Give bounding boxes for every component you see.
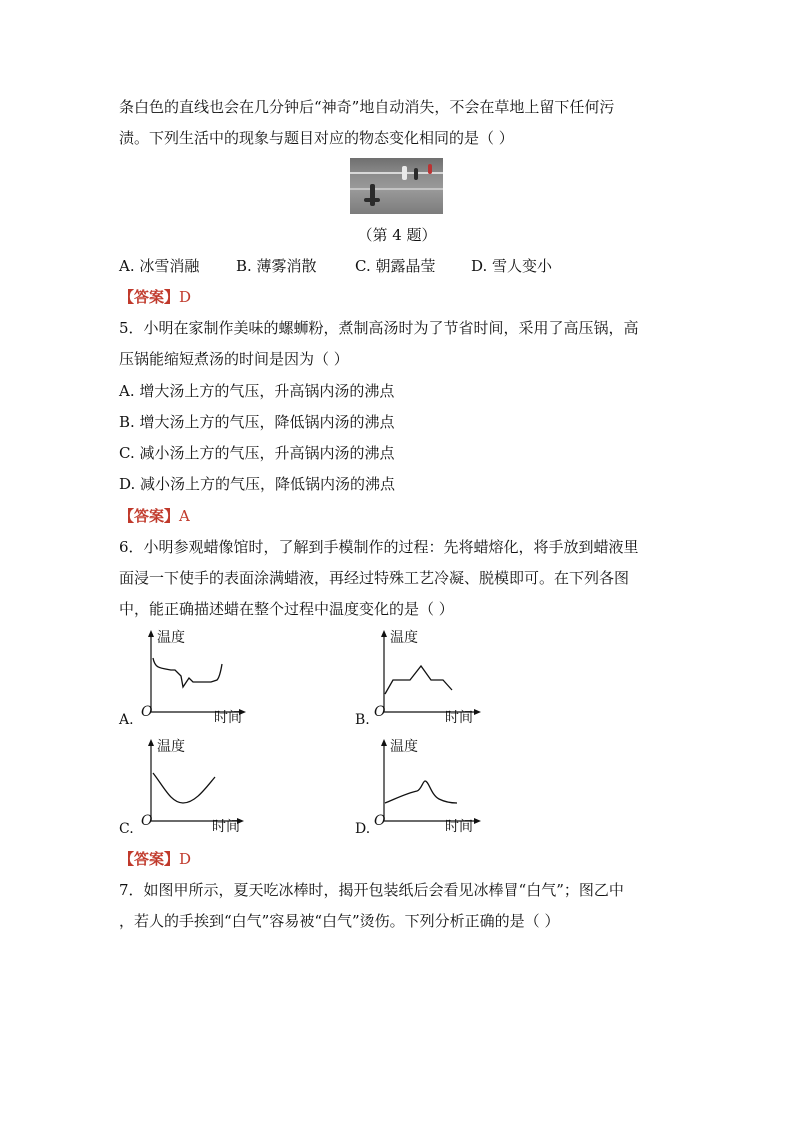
graph-d-xlabel: 时间	[445, 819, 473, 835]
q4-soccer-photo	[350, 158, 443, 214]
q4-stem-line-1: 条白色的直线也会在几分钟后“神奇”地自动消失，不会在草地上留下任何污	[119, 98, 615, 116]
q6-graph-a	[119, 628, 242, 728]
q6-answer	[119, 849, 191, 869]
curve-c	[153, 773, 215, 803]
q7-stem-line-1: 7．如图甲所示，夏天吃冰棒时，揭开包装纸后会看见冰棒冒“白气”；图乙中	[119, 881, 624, 899]
graph-c-origin: O	[141, 813, 153, 829]
player-figure	[414, 168, 418, 180]
q6-stem-line-3: 中，能正确描述蜡在整个过程中温度变化的是（ ）	[119, 600, 454, 618]
player-figure	[402, 166, 407, 180]
player-figure	[364, 198, 380, 202]
curve-a	[153, 658, 222, 687]
graph-b-letter: B.	[355, 712, 370, 728]
q6-graph-c	[119, 737, 239, 837]
x-axis-arrow	[474, 709, 481, 715]
graph-a-xlabel: 时间	[214, 710, 242, 726]
graph-c-letter: C.	[119, 821, 134, 837]
x-axis-arrow	[474, 818, 481, 824]
answer-tag: 【答案】	[119, 507, 180, 525]
graph-b-origin: O	[374, 704, 386, 720]
y-axis-arrow	[148, 630, 154, 637]
graph-b-xlabel: 时间	[445, 710, 473, 726]
answer-tag: 【答案】	[119, 850, 180, 868]
y-axis-arrow	[381, 630, 387, 637]
q4-stem-line-2: 渍。下列生活中的现象与题目对应的物态变化相同的是（ ）	[119, 129, 514, 147]
q5-option-c: C. 减小汤上方的气压，升高锅内汤的沸点	[119, 444, 395, 462]
graph-d-letter: D.	[355, 821, 371, 837]
curve-d	[385, 781, 457, 803]
q4-option-c: C. 朝露晶莹	[355, 257, 436, 275]
y-axis-arrow	[148, 739, 154, 746]
graph-a-ylabel: 温度	[157, 630, 185, 646]
graph-c-xlabel: 时间	[212, 819, 240, 835]
player-figure	[370, 184, 375, 206]
answer-value: D	[179, 288, 192, 306]
q4-options	[119, 256, 639, 276]
q6-graph-d	[355, 737, 475, 837]
graph-a-origin: O	[141, 704, 153, 720]
field-line	[350, 188, 443, 190]
graph-d-origin: O	[374, 813, 386, 829]
q6-stem-line-1: 6．小明参观蜡像馆时，了解到手模制作的过程：先将蜡熔化，将手放到蜡液里	[119, 538, 639, 556]
graph-d-ylabel: 温度	[390, 739, 418, 755]
q5-stem-line-1: 5．小明在家制作美味的螺蛳粉，煮制高汤时为了节省时间，采用了高压锅，高	[119, 319, 639, 337]
curve-b	[385, 666, 452, 694]
player-figure	[428, 164, 432, 174]
q5-option-b: B. 增大汤上方的气压，降低锅内汤的沸点	[119, 413, 395, 431]
q5-option-d: D. 减小汤上方的气压，降低锅内汤的沸点	[119, 475, 396, 493]
answer-tag: 【答案】	[119, 288, 180, 306]
q5-option-a: A. 增大汤上方的气压，升高锅内汤的沸点	[119, 382, 395, 400]
y-axis-arrow	[381, 739, 387, 746]
graph-a-letter: A.	[119, 712, 134, 728]
q4-option-d: D. 雪人变小	[471, 257, 553, 275]
graph-b-ylabel: 温度	[390, 630, 418, 646]
answer-value: D	[179, 850, 192, 868]
q4-option-b: B. 薄雾消散	[236, 257, 317, 275]
q6-graph-b	[355, 628, 475, 728]
q5-stem-line-2: 压锅能缩短煮汤的时间是因为（ ）	[119, 350, 349, 368]
answer-value: A	[179, 507, 190, 525]
graph-c-ylabel: 温度	[157, 739, 185, 755]
q7-stem-line-2: ，若人的手挨到“白气”容易被“白气”烫伤。下列分析正确的是（ ）	[119, 912, 560, 930]
q5-answer	[119, 506, 190, 526]
q4-option-a: A. 冰雪消融	[119, 257, 200, 275]
q4-figure-caption: （第 4 题）	[357, 226, 437, 244]
q4-answer	[119, 287, 191, 307]
q6-stem-line-2: 面浸一下使手的表面涂满蜡液，再经过特殊工艺冷凝、脱模即可。在下列各图	[119, 569, 630, 587]
